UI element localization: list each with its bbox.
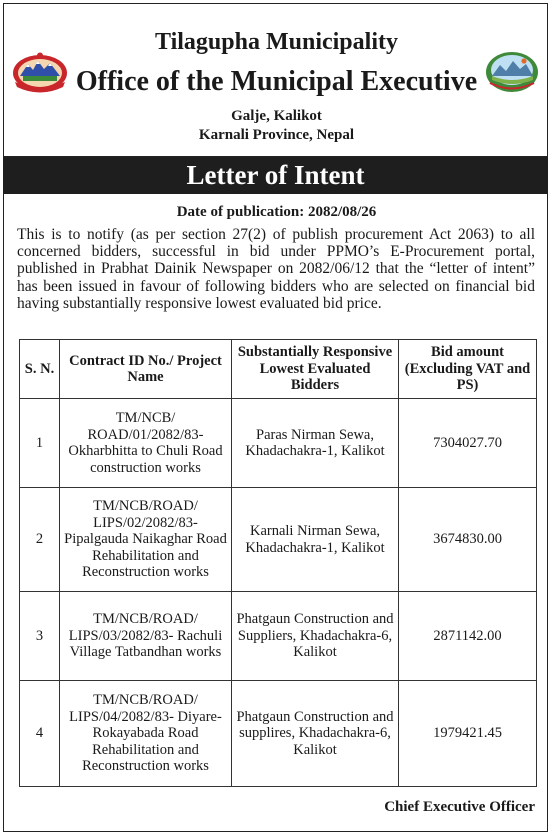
address-line-2: Karnali Province, Nepal (198, 127, 355, 143)
signatory-title: Chief Executive Officer (384, 799, 535, 815)
bid-results-table (19, 339, 537, 787)
cell-bidder: Karnali Nirman Sewa, Khadachakra-1, Kalikot (232, 488, 399, 592)
header-sn: S. N. (20, 340, 60, 399)
cell-contract: TM/NCB/ROAD/ LIPS/03/2082/83- Rachuli Village Tatbandhan works (60, 592, 232, 681)
cell-contract: TM/NCB/ROAD/ LIPS/02/2082/83- Pipalgauda Naikaghar Road Rehabilitation and Reconstruction works (60, 488, 232, 592)
publication-date: Date of publication: 2082/08/26 (176, 204, 377, 220)
cell-amount: 7304027.70 (399, 399, 537, 488)
header-amount: Bid amount (Excluding VAT and PS) (399, 340, 537, 399)
cell-amount: 3674830.00 (399, 488, 537, 592)
cell-sn: 2 (20, 488, 60, 592)
cell-sn: 3 (20, 592, 60, 681)
cell-bidder: Phatgaun Construction and supplires, Khadachakra-6, Kalikot (232, 681, 399, 787)
municipality-name: Tilagupha Municipality (155, 29, 398, 55)
letter-of-intent-banner: Letter of Intent (3, 157, 548, 194)
table-row (20, 399, 537, 488)
table-row (20, 592, 537, 681)
table-header-row (20, 340, 537, 399)
cell-sn: 4 (20, 681, 60, 787)
cell-bidder: Paras Nirman Sewa, Khadachakra-1, Kalikot (232, 399, 399, 488)
table-row (20, 488, 537, 592)
cell-amount: 1979421.45 (399, 681, 537, 787)
address-line-1: Galje, Kalikot (231, 108, 322, 124)
cell-sn: 1 (20, 399, 60, 488)
cell-bidder: Phatgaun Construction and Suppliers, Khadachakra-6, Kalikot (232, 592, 399, 681)
office-name: Office of the Municipal Executive (75, 66, 478, 97)
notice-paragraph: This is to notify (as per section 27(2) of publish procurement Act 2063) to all concerned bidders, successful in bid under PPMO’s E-Procurement portal, published in Prabhat Dainik Newspaper on 2082/06/12 that the “letter of intent” has been issued in favour of following bidders who are selected on financial bid having substantially responsive lowest evaluated bid price. (17, 226, 535, 312)
cell-amount: 2871142.00 (399, 592, 537, 681)
cell-contract: TM/NCB/ROAD/ LIPS/04/2082/83- Diyare-Rokayabada Road Rehabilitation and Reconstruction works (60, 681, 232, 787)
header-bidder: Substantially Responsive Lowest Evaluated Bidders (232, 340, 399, 399)
table-row (20, 681, 537, 787)
header-contract: Contract ID No./ Project Name (60, 340, 232, 399)
cell-contract: TM/NCB/ ROAD/01/2082/83- Okharbhitta to Chuli Road construction works (60, 399, 232, 488)
